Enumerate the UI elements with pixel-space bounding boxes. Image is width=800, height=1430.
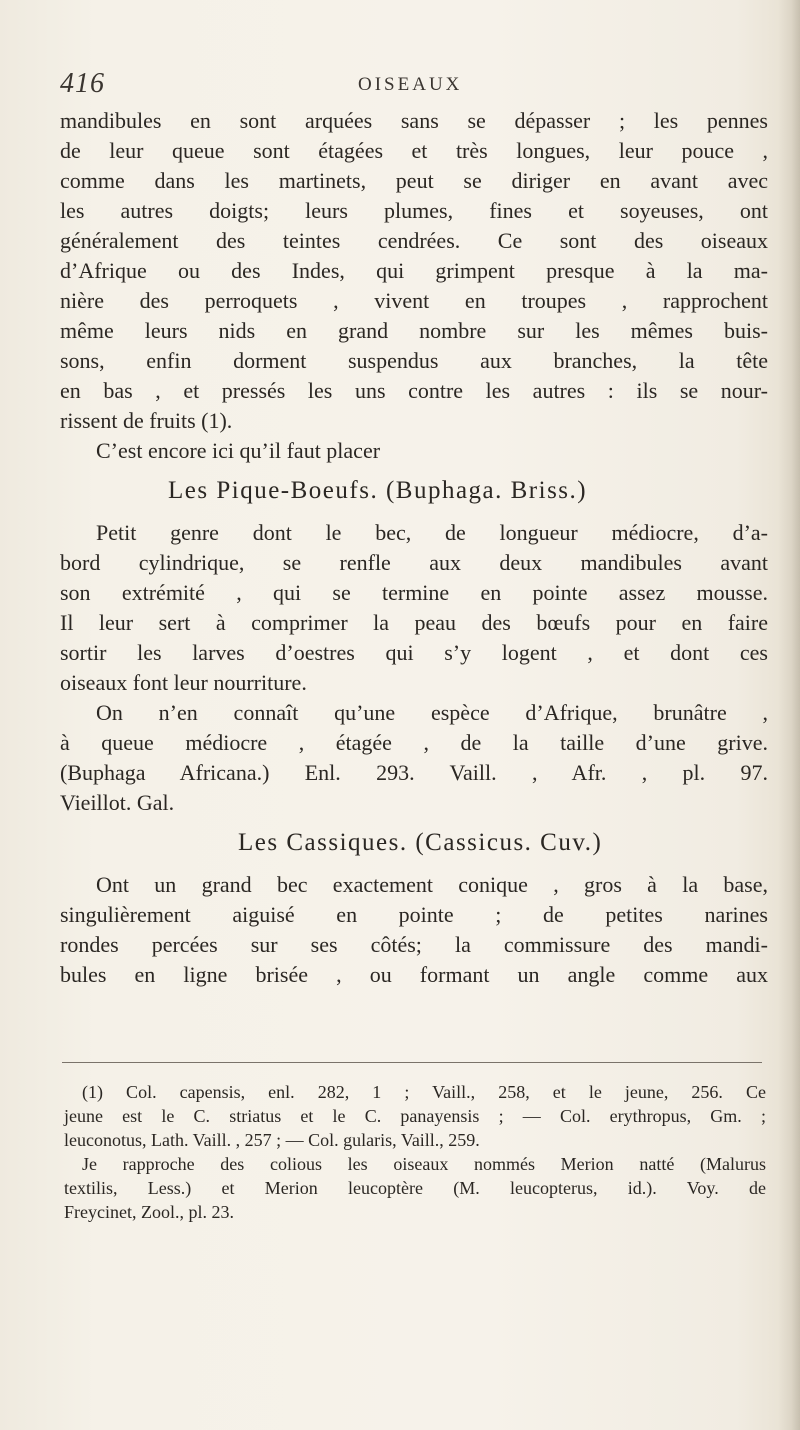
text-line: On n’en connaît qu’une espèce d’Afrique, brunâtre , (96, 700, 768, 725)
footnote-line: (1) Col. capensis, enl. 282, 1 ; Vaill., 258, et le jeune, 256. Ce (82, 1082, 766, 1102)
footnote (64, 1080, 766, 1224)
text-line: rondes percées sur ses côtés; la commissure des mandi- (60, 932, 768, 957)
section-heading-pique-boeufs: Les Pique-Boeufs. (Buphaga. Briss.) (168, 477, 588, 504)
text-line: bules en ligne brisée , ou formant un angle comme aux (60, 962, 768, 987)
text-line: sons, enfin dorment suspendus aux branches, la tête (60, 348, 768, 373)
text-line: même leurs nids en grand nombre sur les mêmes buis- (60, 318, 768, 343)
text-line: Vieillot. Gal. (60, 790, 175, 815)
text-line: en bas , et pressés les uns contre les autres : ils se nour- (60, 378, 768, 403)
text-line: C’est encore ici qu’il faut placer (96, 438, 381, 463)
text-line: comme dans les martinets, peut se diriger en avant avec (60, 168, 768, 193)
paragraph-3 (60, 518, 768, 698)
text-line: les autres doigts; leurs plumes, fines et soyeuses, ont (60, 198, 768, 223)
page-number: 416 (60, 68, 105, 99)
text-line: oiseaux font leur nourriture. (60, 670, 307, 695)
paragraph-4 (60, 698, 768, 818)
text-line: Il leur sert à comprimer la peau des bœufs pour en faire (60, 610, 768, 635)
section-heading-cassiques: Les Cassiques. (Cassicus. Cuv.) (238, 829, 603, 856)
paragraph-5 (60, 870, 768, 990)
body-text (60, 106, 768, 990)
text-line: à queue médiocre , étagée , de la taille d’une grive. (60, 730, 768, 755)
text-line: (Buphaga Africana.) Enl. 293. Vaill. , Afr. , pl. 97. (60, 760, 768, 785)
footnote-line: jeune est le C. striatus et le C. panayensis ; — Col. erythropus, Gm. ; (64, 1106, 766, 1126)
text-line: de leur queue sont étagées et très longues, leur pouce , (60, 138, 768, 163)
page-header (60, 68, 760, 102)
paragraph-2 (60, 436, 768, 466)
text-line: singulièrement aiguisé en pointe ; de petites narines (60, 902, 768, 927)
text-line: bord cylindrique, se renfle aux deux mandibules avant (60, 550, 768, 575)
footnote-line: leuconotus, Lath. Vaill. , 257 ; — Col. gularis, Vaill., 259. (64, 1130, 480, 1150)
text-line: nière des perroquets , vivent en troupes , rapprochent (60, 288, 768, 313)
text-line: sortir les larves d’oestres qui s’y logent , et dont ces (60, 640, 768, 665)
footnote-line: textilis, Less.) et Merion leucoptère (M. leucopterus, id.). Voy. de (64, 1178, 766, 1198)
page-edge-shadow (778, 0, 800, 1430)
text-line: mandibules en sont arquées sans se dépasser ; les pennes (60, 108, 768, 133)
text-line: Ont un grand bec exactement conique , gros à la base, (96, 872, 768, 897)
text-line: son extrémité , qui se termine en pointe assez mousse. (60, 580, 768, 605)
footnote-line: Freycinet, Zool., pl. 23. (64, 1202, 234, 1222)
running-head: OISEAUX (358, 74, 463, 95)
footnote-line: Je rapproche des colious les oiseaux nommés Merion natté (Malurus (82, 1154, 766, 1174)
footnote-rule (62, 1062, 762, 1063)
text-line: rissent de fruits (1). (60, 408, 233, 433)
text-line: Petit genre dont le bec, de longueur médiocre, d’a- (96, 520, 768, 545)
paragraph-1 (60, 106, 768, 436)
text-line: d’Afrique ou des Indes, qui grimpent presque à la ma- (60, 258, 768, 283)
text-line: généralement des teintes cendrées. Ce sont des oiseaux (60, 228, 768, 253)
